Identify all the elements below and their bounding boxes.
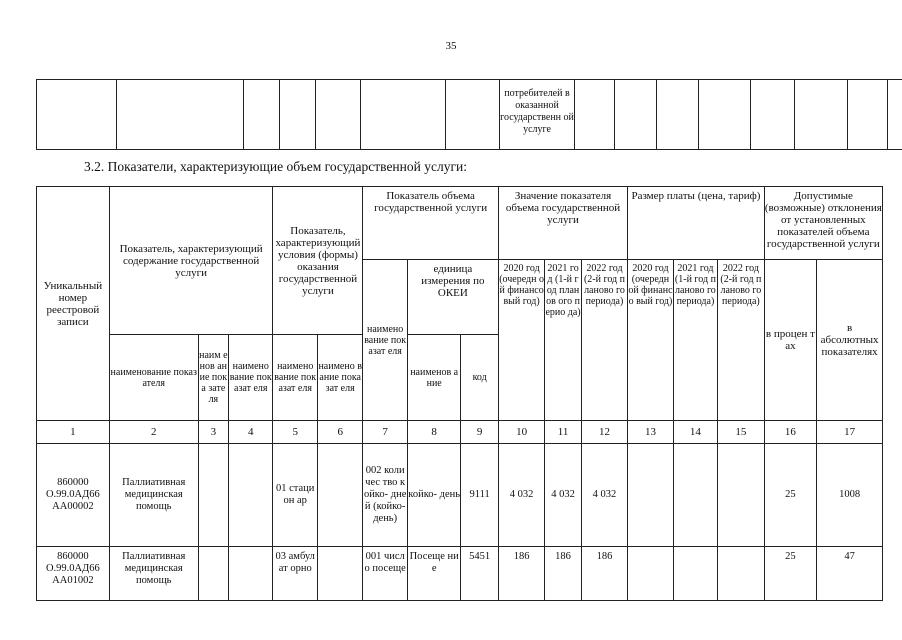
value-2021: 186 [545,547,581,601]
header-indicator-name-narrow: наим енов ание пока зате ля [198,335,228,421]
empty-cell [848,80,888,150]
header-absolute: в абсолютных показателях [817,260,883,421]
okei-unit-name: Посеще ние [407,547,461,601]
header-fee-group: Размер платы (цена, тариф) [628,187,764,260]
header-indicator-name: наимено вание показат еля [229,335,273,421]
empty-cell [888,80,902,150]
empty-cell [699,80,751,150]
empty-cell [198,547,228,601]
header-content-group: Показатель, характеризующий содержание государственной услуги [109,187,273,335]
deviation-absolute: 47 [817,547,883,601]
header-volume-group: Показатель объема государственной услуги [363,187,498,260]
column-number: 11 [545,421,581,444]
empty-cell [615,80,657,150]
column-number: 3 [198,421,228,444]
column-number: 4 [229,421,273,444]
content-indicator: Паллиативная медицинская помощь [109,444,198,547]
empty-cell [751,80,795,150]
consumer-satisfaction-cell: потребителей в оказанной государственн ой услуге [500,80,575,150]
column-number: 5 [273,421,317,444]
empty-cell [316,80,361,150]
column-number: 14 [673,421,717,444]
empty-cell [229,444,273,547]
header-condition-name-1: наимено вание показат еля [273,335,317,421]
empty-cell [575,80,615,150]
content-indicator: Паллиативная медицинская помощь [109,547,198,601]
volume-indicators-table [36,186,883,601]
deviation-absolute: 1008 [817,444,883,547]
column-number: 1 [37,421,110,444]
previous-table-fragment [36,79,902,150]
column-number: 17 [817,421,883,444]
header-okei-code: код [461,335,498,421]
header-value-group: Значение показателя объема государственной услуги [498,187,627,260]
header-fee-2020: 2020 год (очередн ой финансо вый год) [628,260,673,421]
empty-cell [280,80,316,150]
okei-code: 5451 [461,547,498,601]
registry-number: 860000 О.99.0АД66 АА01002 [37,547,110,601]
header-percent: в процен тах [764,260,817,421]
table-row [37,444,883,547]
empty-cell [718,444,765,547]
header-conditions-group: Показатель, характеризующий условия (формы) оказания государственной услуги [273,187,363,335]
column-number: 7 [363,421,407,444]
value-2022: 4 032 [581,444,628,547]
header-okei-name: наименов ание [407,335,461,421]
header-year-2021: 2021 год (1-й год планов ого перио да) [545,260,581,421]
empty-cell [446,80,500,150]
okei-code: 9111 [461,444,498,547]
empty-cell [628,444,673,547]
empty-cell [317,444,362,547]
empty-cell [317,547,362,601]
column-number: 9 [461,421,498,444]
header-fee-2022: 2022 год (2-й год планово го периода) [718,260,765,421]
header-deviation-group: Допустимые (возможные) отклонения от установленных показателей объема государственной услуги [764,187,882,260]
registry-number: 860000 О.99.0АД66 АА00002 [37,444,110,547]
empty-cell [718,547,765,601]
empty-cell [673,444,717,547]
empty-cell [657,80,699,150]
empty-cell [198,444,228,547]
empty-cell [229,547,273,601]
empty-cell [795,80,848,150]
deviation-percent: 25 [764,444,817,547]
header-unique-number: Уникальный номер реестровой записи [37,187,110,421]
okei-unit-name: койко- день [407,444,461,547]
column-number: 15 [718,421,765,444]
column-number: 8 [407,421,461,444]
column-number: 12 [581,421,628,444]
empty-cell [117,80,244,150]
value-2020: 186 [498,547,544,601]
condition-indicator: 01 стацион ар [273,444,317,547]
value-2020: 4 032 [498,444,544,547]
value-2021: 4 032 [545,444,581,547]
volume-indicator: 001 число посеще [363,547,407,601]
column-number: 13 [628,421,673,444]
volume-indicator: 002 количес тво койко- дней (койко- день) [363,444,407,547]
header-year-2020: 2020 год (очередн ой финансо вый год) [498,260,544,421]
section-title: 3.2. Показатели, характеризующие объем государственной услуги: [84,159,467,174]
page-number: 35 [445,40,457,52]
column-number: 6 [317,421,362,444]
table-row [37,547,883,601]
column-number: 10 [498,421,544,444]
empty-cell [628,547,673,601]
empty-cell [673,547,717,601]
header-fee-2021: 2021 год (1-й год планово го периода) [673,260,717,421]
empty-cell [244,80,280,150]
header-indicator-name-wide: наименование показателя [109,335,198,421]
deviation-percent: 25 [764,547,817,601]
header-condition-name-2: наимено вание показат еля [317,335,362,421]
column-number: 2 [109,421,198,444]
empty-cell [361,80,446,150]
value-2022: 186 [581,547,628,601]
header-okei-unit: единица измерения по ОКЕИ [407,260,498,335]
header-volume-indicator-name: наимено вание показат еля [363,260,407,421]
empty-cell [37,80,117,150]
condition-indicator: 03 амбулат орно [273,547,317,601]
header-year-2022: 2022 год (2-й год планово го периода) [581,260,628,421]
column-number: 16 [764,421,817,444]
